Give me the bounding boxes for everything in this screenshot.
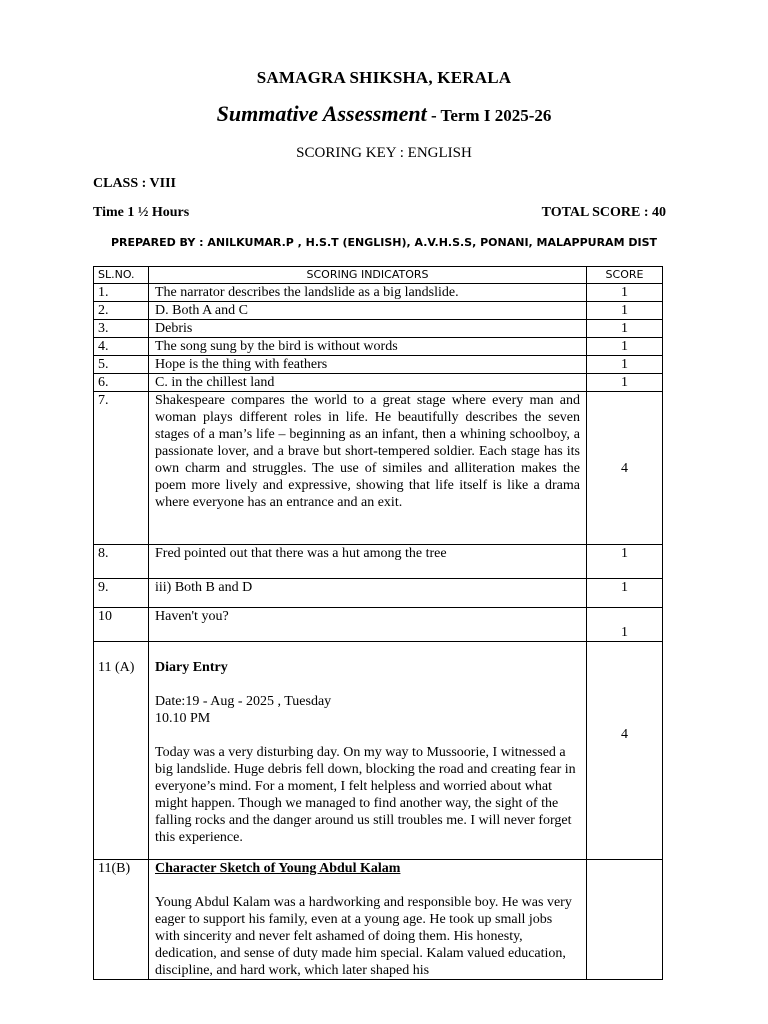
time-label: Time 1 ½ Hours xyxy=(93,205,190,220)
row-number: 6. xyxy=(94,374,149,392)
row-number: 11 (A) xyxy=(94,642,149,860)
document-title xyxy=(0,101,768,127)
table-row xyxy=(94,392,663,545)
diary-time: 10.10 PM xyxy=(155,711,211,726)
row-number: 2. xyxy=(94,302,149,320)
character-sketch-heading: Character Sketch of Young Abdul Kalam xyxy=(155,861,401,876)
answer-text: Hope is the thing with feathers xyxy=(149,356,587,374)
row-number: 5. xyxy=(94,356,149,374)
answer-text: Fred pointed out that there was a hut among the tree xyxy=(149,545,587,579)
row-score: 1 xyxy=(587,302,663,320)
row-score: 1 xyxy=(587,356,663,374)
table-header-row xyxy=(94,267,663,284)
row-score: 4 xyxy=(587,392,663,545)
table-row xyxy=(94,338,663,356)
diary-body: Today was a very disturbing day. On my way to Mussoorie, I witnessed a big landslide. Huge debris fell down, blocking the road and creating fear in everyone’s mind. For a moment, I felt helpless and worried about what might happen. Though we managed to find another way, the sight of the falling rocks and the danger around us still troubles me. I will never forget this experience. xyxy=(155,745,576,845)
answer-text: Debris xyxy=(149,320,587,338)
diary-entry-cell xyxy=(149,642,587,860)
row-number: 11(B) xyxy=(94,860,149,980)
column-header-indicators: SCORING INDICATORS xyxy=(149,267,587,284)
row-score: 1 xyxy=(587,374,663,392)
character-sketch-cell xyxy=(149,860,587,980)
title-main: Summative Assessment xyxy=(216,101,427,126)
answer-text: The narrator describes the landslide as a big landslide. xyxy=(149,284,587,302)
character-sketch-body: Young Abdul Kalam was a hardworking and responsible boy. He was very eager to support his family, even at a young age. He took up small jobs with sincerity and never felt ashamed of doing them. His honesty, dedication, and sense of duty made him special. Kalam valued education, discipline, and hard work, which later shaped his xyxy=(155,895,572,978)
row-score: 1 xyxy=(587,545,663,579)
prepared-by: PREPARED BY : ANILKUMAR.P , H.S.T (ENGLISH), A.V.H.S.S, PONANI, MALAPPURAM DIST xyxy=(111,236,657,249)
table-row xyxy=(94,374,663,392)
row-number: 10 xyxy=(94,608,149,642)
table-row xyxy=(94,284,663,302)
row-score: 1 xyxy=(587,320,663,338)
row-score: 1 xyxy=(587,608,663,642)
answer-text: C. in the chillest land xyxy=(149,374,587,392)
table-row xyxy=(94,320,663,338)
column-header-slno: SL.NO. xyxy=(94,267,149,284)
row-score: 4 xyxy=(587,642,663,860)
class-label: CLASS : VIII xyxy=(93,176,176,191)
diary-entry-heading: Diary Entry xyxy=(155,660,228,675)
answer-text: Haven't you? xyxy=(149,608,587,642)
answer-text: iii) Both B and D xyxy=(149,579,587,608)
row-number: 9. xyxy=(94,579,149,608)
row-number: 1. xyxy=(94,284,149,302)
row-number: 4. xyxy=(94,338,149,356)
diary-date: Date:19 - Aug - 2025 , Tuesday xyxy=(155,694,332,709)
scoring-table xyxy=(93,266,663,980)
scoring-key-subtitle: SCORING KEY : ENGLISH xyxy=(296,145,472,161)
answer-text: The song sung by the bird is without words xyxy=(149,338,587,356)
row-score: 1 xyxy=(587,338,663,356)
table-row xyxy=(94,579,663,608)
table-row xyxy=(94,356,663,374)
column-header-score: SCORE xyxy=(587,267,663,284)
answer-text: D. Both A and C xyxy=(149,302,587,320)
total-score-label: TOTAL SCORE : 40 xyxy=(541,205,666,220)
organization-name: SAMAGRA SHIKSHA, KERALA xyxy=(256,68,512,87)
row-number: 8. xyxy=(94,545,149,579)
table-row xyxy=(94,642,663,860)
title-term: - Term I 2025-26 xyxy=(426,106,552,125)
row-number: 7. xyxy=(94,392,149,545)
row-score: 1 xyxy=(587,579,663,608)
table-row xyxy=(94,545,663,579)
row-number: 3. xyxy=(94,320,149,338)
table-row xyxy=(94,860,663,980)
table-row xyxy=(94,608,663,642)
row-score-empty xyxy=(587,860,663,980)
row-score: 1 xyxy=(587,284,663,302)
answer-text: Shakespeare compares the world to a great stage where every man and woman plays different roles in life. He beautifully describes the seven stages of a man’s life – beginning as an infant, then a whining schoolboy, a passionate lover, and a brave but short-tempered soldier. Each stage has its own charm and struggles. The use of similes and alliteration makes the poem more lively and expressive, showing that life itself is like a drama where everyone has an entrance and an exit. xyxy=(149,392,587,545)
table-row xyxy=(94,302,663,320)
